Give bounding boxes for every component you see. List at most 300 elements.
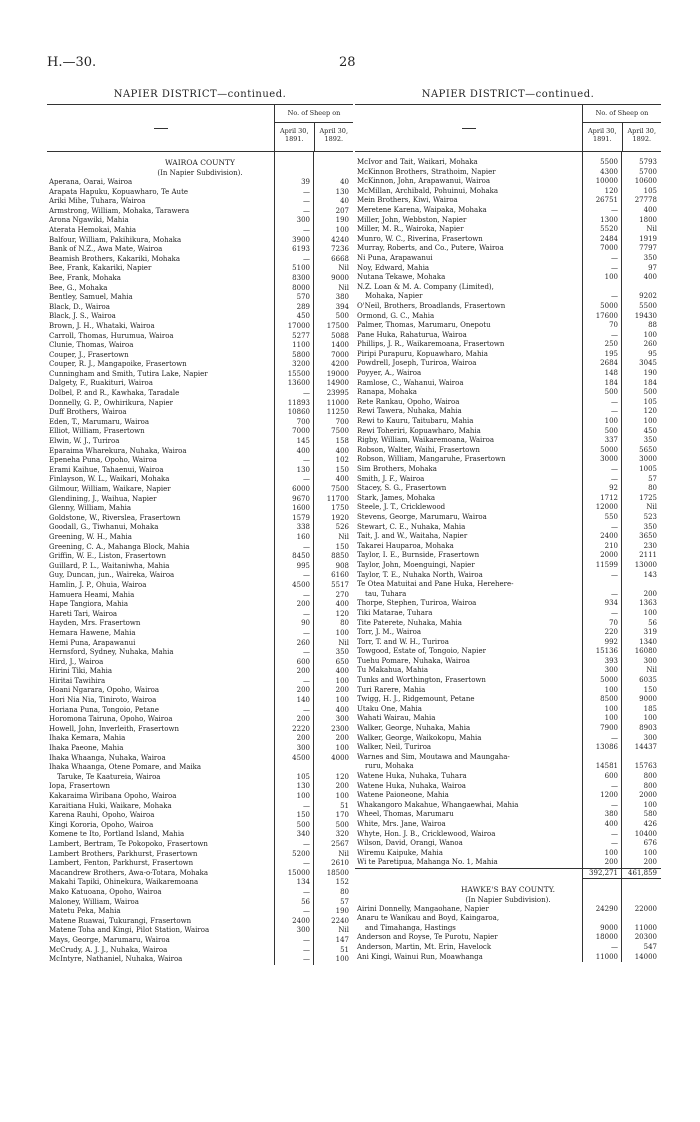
- owner-name: Te Otea Matuitai and Pane Huka, Herehere-: [357, 580, 514, 589]
- sheep-1891: 105: [296, 772, 310, 781]
- table-row: [355, 782, 661, 792]
- table-row: [355, 532, 661, 542]
- sheep-1892: 3650: [639, 532, 657, 541]
- sheep-1892: 400: [335, 475, 349, 484]
- sheep-1892: 105: [643, 397, 657, 406]
- table-row: [355, 177, 661, 187]
- table-row: [355, 254, 661, 264]
- sheep-1891: —: [303, 609, 310, 618]
- sheep-1891: —: [611, 397, 618, 406]
- sheep-1892: 40: [340, 197, 349, 206]
- owner-name: Twigg, H. J., Ridgemount, Petane: [357, 695, 475, 704]
- owner-name: Taylor, John, Moenguingi, Napier: [357, 560, 475, 569]
- sheep-1892: 800: [643, 772, 657, 780]
- owner-name: Hayden, Mrs. Frasertown: [49, 619, 141, 628]
- rows-container: [355, 905, 661, 963]
- owner-name: McKinnon Brothers, Strathoim, Napier: [357, 167, 496, 176]
- table-row: [355, 638, 661, 648]
- owner-name: Aperana, Oarai, Wairoa: [49, 178, 133, 186]
- table-row: [47, 245, 353, 255]
- sheep-1892: 300: [335, 715, 349, 724]
- sheep-1891: —: [611, 733, 618, 742]
- sheep-1892: 22000: [634, 904, 657, 913]
- owner-name: Nutana Tekawe, Mohaka: [357, 273, 446, 282]
- table-row: [47, 773, 353, 783]
- owner-name: Macandrew Brothers, Awa-o-Totara, Mohaka: [49, 868, 209, 877]
- owner-name: Powdrell, Joseph, Turiroa, Wairoa: [357, 359, 477, 368]
- sheep-1891: —: [303, 628, 310, 637]
- owner-name: Cunningham and Smith, Tutira Lake, Napier: [49, 369, 208, 378]
- owner-name: Komene te Ito, Portland Island, Mahia: [49, 830, 185, 839]
- sheep-1891: 13600: [287, 379, 310, 388]
- table-row: [47, 447, 353, 457]
- table-row: [355, 465, 661, 475]
- sheep-1891: —: [303, 197, 310, 206]
- sheep-1892: 200: [335, 734, 349, 743]
- table-row: [355, 436, 661, 446]
- sheep-1891: 24290: [595, 904, 618, 913]
- table-row: [355, 791, 661, 801]
- sheep-1891: 393: [604, 656, 618, 665]
- sheep-1891: 250: [604, 340, 618, 349]
- sheep-1891: —: [611, 330, 618, 339]
- sheep-1891: 289: [296, 302, 310, 311]
- table-row: [47, 782, 353, 792]
- sheep-1892: 51: [340, 945, 349, 954]
- sheep-1892: 2300: [331, 724, 349, 733]
- sheep-1892: 200: [335, 782, 349, 791]
- sheep-1891: 210: [604, 541, 618, 550]
- owner-name: Mays, George, Marumaru, Wairoa: [49, 935, 170, 944]
- sheep-1891: 15500: [287, 369, 310, 378]
- sheep-1892: 100: [643, 330, 657, 339]
- table-row: [355, 158, 661, 168]
- header-dash: [47, 105, 275, 151]
- sheep-1892: Nil: [646, 225, 657, 234]
- sheep-1892: 10600: [634, 177, 657, 186]
- table-row: [47, 178, 353, 188]
- table-row: [47, 351, 353, 361]
- table-row: [47, 619, 353, 629]
- sheep-1891: —: [611, 407, 618, 416]
- table-row: [355, 264, 661, 274]
- sheep-1891: 15000: [287, 868, 310, 877]
- sheep-1891: —: [611, 263, 618, 272]
- sheep-1892: 57: [648, 474, 657, 483]
- sheep-1891: 6000: [292, 485, 310, 493]
- sheep-1891: 148: [604, 369, 618, 378]
- table-row: [47, 677, 353, 687]
- sheep-1891: —: [611, 570, 618, 579]
- owner-name: Stark, James, Mohaka: [357, 493, 436, 502]
- owner-name: Ihaka Kemara, Mahia: [49, 734, 126, 743]
- sheep-1891: 134: [296, 878, 310, 887]
- table-row: [355, 359, 661, 369]
- sheep-1892: Nil: [338, 638, 349, 647]
- owner-name: Rewi Tawera, Nuhaka, Mahia: [357, 407, 462, 416]
- table-row: [47, 370, 353, 380]
- sheep-1892: 19000: [326, 369, 349, 378]
- sheep-1891: 3900: [292, 235, 310, 244]
- sheep-1892: 1919: [639, 234, 657, 243]
- sheep-1892: 230: [643, 541, 657, 550]
- owner-name: Walker, Neil, Turiroa: [357, 743, 432, 752]
- owner-name: Watene Huka, Nuhaka, Tuhara: [357, 772, 467, 780]
- sheep-1891: 100: [604, 714, 618, 723]
- sheep-1891: 1600: [292, 504, 310, 513]
- sheep-1891: 15136: [595, 647, 618, 656]
- sheep-1891: 934: [604, 599, 618, 608]
- table-row: [355, 196, 661, 206]
- sheep-1891: 8300: [292, 273, 310, 282]
- sheep-1892: 23995: [326, 389, 349, 398]
- sheep-1892: 100: [335, 792, 349, 800]
- table-row: [47, 878, 353, 888]
- sheep-1892: 150: [335, 542, 349, 551]
- sheep-1892: 5088: [331, 331, 349, 340]
- owner-name: Glendining, J., Waihua, Napier: [49, 494, 157, 503]
- table-row: [355, 619, 661, 629]
- table-row: [355, 849, 661, 859]
- sheep-1891: 2220: [292, 724, 310, 733]
- owner-name: Eden, T., Marumaru, Wairoa: [49, 417, 150, 426]
- table-row: [47, 754, 353, 764]
- table-row: [355, 379, 661, 389]
- sheep-1892: [622, 753, 661, 763]
- sheep-label: No. of Sheep on: [583, 105, 661, 123]
- table-row: [47, 648, 353, 658]
- owner-name: Hird, J., Wairoa: [49, 657, 104, 666]
- sheep-1892: 400: [643, 205, 657, 214]
- owner-name: Phillips, J. R., Waikaremoana, Frasertown: [357, 340, 505, 349]
- sheep-1891: 5200: [292, 849, 310, 858]
- sheep-1891: 3200: [292, 360, 310, 369]
- table-row: [355, 542, 661, 552]
- owner-name: Howell, John, Inverleith, Frasertown: [49, 724, 179, 733]
- sheep-1891: 1200: [600, 791, 618, 800]
- owner-name: Donnelly, G. P., Owhirikura, Napier: [49, 398, 173, 407]
- sheep-1892: 95: [648, 349, 657, 358]
- sheep-1892: 11700: [326, 494, 349, 503]
- table-row: [47, 898, 353, 908]
- sheep-1892: 1400: [331, 341, 349, 350]
- sheep-1892: 14437: [634, 743, 657, 752]
- owner-name: Murray, Roberts, and Co., Putere, Wairoa: [357, 244, 504, 253]
- owner-name: Finlayson, W. L., Waikari, Mohaka: [49, 475, 170, 484]
- sheep-1891: 13086: [595, 743, 618, 752]
- owner-name: Stevens, George, Marumaru, Wairoa: [357, 512, 487, 521]
- sheep-1892: 100: [335, 628, 349, 637]
- sheep-1892: 80: [340, 619, 349, 628]
- owner-name: Griffin, W. E., Liston, Frasertown: [49, 552, 167, 561]
- sheep-1892: 2610: [331, 859, 349, 868]
- table-row: [47, 571, 353, 581]
- right-column: [355, 86, 661, 962]
- owner-name: Matetu Peka, Mahia: [49, 907, 121, 916]
- owner-name: Greening, C. A., Mahanga Block, Mahia: [49, 542, 190, 551]
- owner-name: Takarei Hauparoa, Mohaka: [357, 541, 454, 550]
- sheep-1892: 18500: [326, 868, 349, 877]
- sheep-1891: 700: [296, 417, 310, 426]
- owner-name: Tuehu Pomare, Nuhaka, Wairoa: [357, 656, 470, 665]
- sheep-1891: 500: [604, 426, 618, 435]
- sheep-1891: 600: [296, 657, 310, 666]
- sheep-1892: 150: [643, 685, 657, 694]
- owner-name: Ramlose, C., Wahanui, Wairoa: [357, 378, 464, 387]
- table-row: [47, 216, 353, 226]
- sheep-1892: 523: [643, 512, 657, 521]
- table-row: [47, 926, 353, 936]
- sheep-1892: 100: [643, 714, 657, 723]
- sheep-1892: [314, 763, 353, 773]
- sheep-1892: 500: [335, 820, 349, 829]
- owner-name: Carroll, Thomas, Hurumua, Wairoa: [49, 331, 174, 340]
- sheep-1891: 5100: [292, 264, 310, 273]
- sheep-1891: 7900: [600, 724, 618, 733]
- sheep-1891: 380: [604, 810, 618, 819]
- owner-name: Armstrong, William, Mohaka, Tarawera: [49, 206, 190, 215]
- table-row: [355, 599, 661, 609]
- sheep-1892: [622, 580, 661, 590]
- table-row: [355, 455, 661, 465]
- sheep-1892: 147: [335, 935, 349, 944]
- sheep-1892: 100: [643, 417, 657, 426]
- table-row: [355, 388, 661, 398]
- owner-name: Maloney, William, Wairoa: [49, 897, 139, 906]
- table-row: [47, 869, 353, 879]
- owner-name: Wiremu Kaipuke, Mahia: [357, 848, 443, 857]
- sheep-1892: 800: [643, 781, 657, 790]
- owner-name: Hori Nia Nia, Tiniroto, Wairoa: [49, 696, 157, 705]
- sheep-1892: 158: [335, 437, 349, 446]
- table-row: [47, 706, 353, 716]
- sheep-1892: 450: [643, 426, 657, 435]
- sheep-1892: 185: [643, 704, 657, 713]
- table-row: [47, 427, 353, 437]
- sheep-1891: 100: [604, 704, 618, 713]
- sheep-1891: —: [611, 608, 618, 617]
- sheep-1892: 102: [335, 456, 349, 465]
- owner-name: Iopa, Frasertown: [49, 782, 111, 791]
- sheep-1892: 400: [335, 600, 349, 609]
- owner-name: Turi Rarere, Mahia: [357, 685, 426, 694]
- sheep-1891: 5277: [292, 331, 310, 340]
- sheep-1892: 350: [643, 522, 657, 531]
- table-row: [47, 686, 353, 696]
- table-row: [355, 724, 661, 734]
- table-row: [355, 225, 661, 235]
- sheep-1892: 350: [335, 648, 349, 657]
- sheep-1892: 350: [643, 436, 657, 445]
- owner-name: Bentley, Samuel, Mahia: [49, 293, 133, 302]
- table-row: [47, 332, 353, 342]
- sheep-1892: 5793: [639, 158, 657, 166]
- sheep-1891: 338: [296, 523, 310, 532]
- table-row: [355, 398, 661, 408]
- sheep-1891: 11893: [287, 398, 310, 407]
- owner-name: Black, J. S., Wairoa: [49, 312, 116, 321]
- owner-name: Horiana Puna, Tongoio, Petane: [49, 705, 159, 714]
- table-row: [355, 590, 661, 600]
- sheep-1891: 8000: [292, 283, 310, 292]
- sheep-1892: 8850: [331, 552, 349, 561]
- sheep-1891: [583, 580, 622, 590]
- owner-name: Bee, G., Mohaka: [49, 283, 108, 292]
- table-row: [47, 188, 353, 198]
- sheep-1892: 150: [335, 465, 349, 474]
- sheep-1891: —: [303, 590, 310, 599]
- sheep-1892: 319: [643, 628, 657, 637]
- owner-name: Stacey, S. G., Frasertown: [357, 484, 447, 493]
- sheep-1892: 80: [648, 484, 657, 493]
- owner-name: Bee, Frank, Kakariki, Napier: [49, 264, 152, 273]
- total-1892: 461,859: [622, 869, 661, 879]
- owner-name: Epeneha Puna, Opoho, Wairoa: [49, 456, 157, 465]
- owner-name: Taruke, Te Kaatureia, Wairoa: [57, 772, 161, 781]
- table-row: [355, 657, 661, 667]
- owner-name: Meretene Karena, Waipaka, Mohaka: [357, 205, 487, 214]
- sheep-1891: 120: [604, 186, 618, 195]
- table-row: [47, 840, 353, 850]
- sheep-1892: [622, 914, 661, 924]
- table-row: [47, 322, 353, 332]
- table-body: [355, 152, 661, 962]
- sheep-1891: 300: [296, 744, 310, 753]
- sheep-1891: 11599: [595, 560, 618, 569]
- owner-name: Glenny, William, Mahia: [49, 504, 132, 513]
- table-row: [355, 561, 661, 571]
- sheep-1892: 100: [643, 848, 657, 857]
- sheep-1891: —: [303, 225, 310, 234]
- table-row: [47, 303, 353, 313]
- sheep-1892: 380: [335, 293, 349, 302]
- table-row: [47, 744, 353, 754]
- table-row: [47, 389, 353, 399]
- sheep-1892: 400: [335, 667, 349, 676]
- owner-name: Mohaka, Napier: [365, 292, 423, 301]
- table-row: [47, 312, 353, 322]
- sheep-1891: —: [303, 187, 310, 196]
- sheep-1892: 20300: [634, 933, 657, 942]
- table-row: [47, 610, 353, 620]
- sheep-1892: 7500: [331, 427, 349, 436]
- sheep-1892: 1363: [639, 599, 657, 608]
- sheep-1891: 2400: [292, 916, 310, 925]
- sheep-1891: —: [611, 839, 618, 848]
- table-row: [47, 197, 353, 207]
- table-row: [355, 705, 661, 715]
- table-row: [47, 629, 353, 639]
- rows-container: [355, 158, 661, 868]
- sheep-1891: 10000: [595, 177, 618, 186]
- sheep-1891: [583, 283, 622, 293]
- owner-name: Goldstone, W., Riverslea, Frasertown: [49, 513, 181, 522]
- owner-name: Goodall, G., Tiwhanui, Mohaka: [49, 523, 159, 532]
- table-row: [355, 734, 661, 744]
- sheep-1891: [583, 914, 622, 924]
- owner-name: McMillan, Archibald, Pohuinui, Mohaka: [357, 186, 499, 195]
- table-row: [355, 484, 661, 494]
- sheep-1891: 500: [604, 388, 618, 397]
- table-row: [47, 437, 353, 447]
- table-row: [47, 408, 353, 418]
- sheep-1892: 207: [335, 206, 349, 215]
- sheep-1892: 6668: [331, 254, 349, 263]
- sheep-1891: 1300: [600, 215, 618, 224]
- sheep-1892: 105: [643, 186, 657, 195]
- table-row: [47, 696, 353, 706]
- owner-name: Warnes and Sim, Moutawa and Maungaha-: [357, 752, 510, 761]
- owner-name: Kingi Kororia, Opoho, Wairoa: [49, 820, 154, 829]
- sheep-1892: 184: [643, 378, 657, 387]
- owner-name: Aterata Hemokai, Mahia: [49, 225, 137, 234]
- sheep-1892: 100: [643, 800, 657, 809]
- sheep-1892: 6035: [639, 676, 657, 685]
- owner-name: Rewi Toheriri, Kopuawharo, Mahia: [357, 426, 481, 435]
- owner-name: Walker, George, Waikokopu, Mahia: [357, 733, 482, 742]
- sheep-1891: 11000: [595, 952, 618, 961]
- sheep-1892: 13000: [634, 560, 657, 569]
- table-row: [355, 743, 661, 753]
- table-row: [355, 168, 661, 178]
- sheep-1891: 17000: [287, 321, 310, 330]
- owner-name: Greening, W. H., Mahia: [49, 532, 132, 541]
- sheep-1892: 5517: [331, 580, 349, 589]
- sheep-1892: 1920: [331, 513, 349, 522]
- rows-container: [47, 178, 353, 965]
- table-row: [355, 714, 661, 724]
- sheep-1892: 51: [340, 801, 349, 810]
- owner-name: Tite Paterete, Nuhaka, Mahia: [357, 618, 462, 627]
- table-row: [355, 417, 661, 427]
- owner-name: Robson, Walter, Waihi, Frasertown: [357, 445, 480, 454]
- owner-name: Smith, J. F., Wairoa: [357, 474, 425, 483]
- table-row: [355, 801, 661, 811]
- table-row: [355, 628, 661, 638]
- owner-name: Steele, J. T., Cricklewood: [357, 503, 446, 512]
- sheep-1892: 4200: [331, 360, 349, 369]
- table-row: [47, 543, 353, 553]
- owner-name: N.Z. Loan & M. A. Company (Limited),: [357, 282, 494, 291]
- sheep-1891: 145: [296, 437, 310, 446]
- sheep-label: No. of Sheep on: [275, 105, 353, 123]
- table-row: [47, 504, 353, 514]
- owner-name: Wahati Wairau, Mahia: [357, 714, 436, 723]
- sheep-1891: 17600: [595, 311, 618, 320]
- owner-name: Dolbel, P. and R., Kawhaka, Taradale: [49, 389, 180, 398]
- sheep-1892: 120: [643, 407, 657, 416]
- sheep-1891: 7000: [600, 244, 618, 253]
- table-header: [47, 104, 353, 152]
- sheep-1891: 600: [604, 772, 618, 780]
- owner-name: Gilmour, William, Waikare, Napier: [49, 485, 171, 493]
- table-row: [47, 792, 353, 802]
- owner-name: Airini Donnelly, Mangaohane, Napier: [357, 904, 489, 913]
- sheep-1892: 7236: [331, 245, 349, 254]
- sheep-1891: 12000: [595, 503, 618, 512]
- sheep-1892: 5500: [639, 301, 657, 310]
- sheep-1891: 992: [604, 637, 618, 646]
- sheep-1891: 18000: [595, 933, 618, 942]
- sheep-1892: 97: [648, 263, 657, 272]
- table-row: [47, 830, 353, 840]
- sheep-1892: 56: [648, 618, 657, 627]
- sheep-1892: 526: [335, 523, 349, 532]
- sheep-1892: 7000: [331, 350, 349, 359]
- owner-name: Matene Ruawai, Tukurangi, Frasertown: [49, 916, 192, 925]
- sheep-1891: 39: [301, 178, 310, 186]
- sheep-1891: —: [303, 839, 310, 848]
